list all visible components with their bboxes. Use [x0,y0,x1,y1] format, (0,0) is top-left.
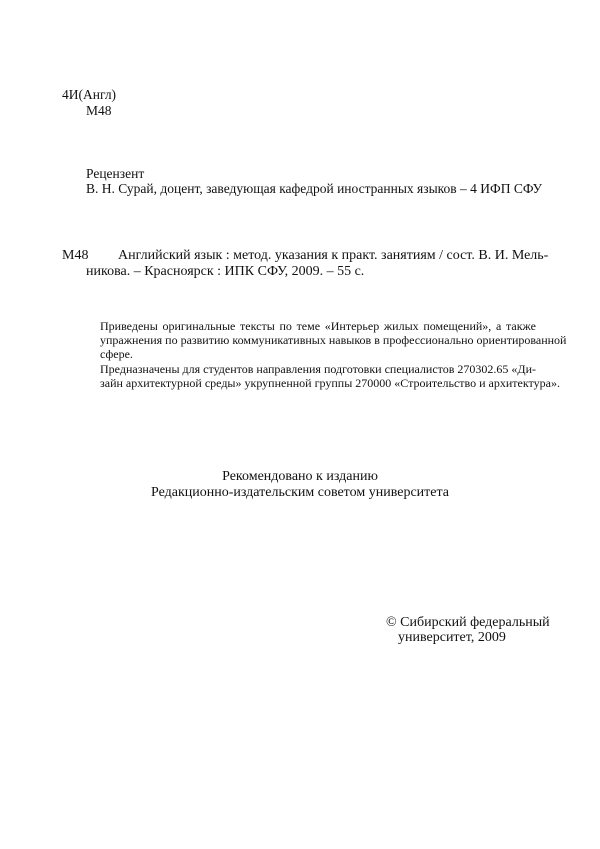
annotation-paragraph-1 [86,319,567,361]
annotation-paragraph-2 [86,362,560,390]
bibliographic-record-line-2: никова. – Красноярск : ИПК СФУ, 2009. – 55 с. [86,264,365,279]
recommendation-line-2: Редакционно-издательским советом университета [151,485,449,500]
copyright-line-2: университет, 2009 [398,630,506,645]
annotation-line: Приведены оригинальные тексты по теме «Интерьер жилых помещений», а также [100,319,536,333]
annotation-line: сфере. [100,347,133,361]
annotation-line: Предназначены для студентов направления подготовки специалистов 270302.65 «Ди- [100,362,537,376]
bibliographic-code: М48 [62,248,89,263]
recommendation-line-1: Рекомендовано к изданию [222,469,378,484]
bibliographic-record-line-1: Английский язык : метод. указания к практ. занятиям / сост. В. И. Мель- [118,248,549,263]
reviewer-label: Рецензент [86,166,145,181]
annotation-line: зайн архитектурной среды» укрупненной группы 270000 «Строительство и архитектура». [100,376,560,390]
copyright-line-1: © Сибирский федеральный [386,615,550,630]
author-sign: М48 [86,103,112,118]
reviewer-name: В. Н. Сурай, доцент, заведующая кафедрой иностранных языков – 4 ИФП СФУ [86,181,543,196]
udc-index: 4И(Англ) [62,87,117,102]
annotation-line: упражнения по развитию коммуникативных навыков в профессионально ориентированной [100,333,567,347]
